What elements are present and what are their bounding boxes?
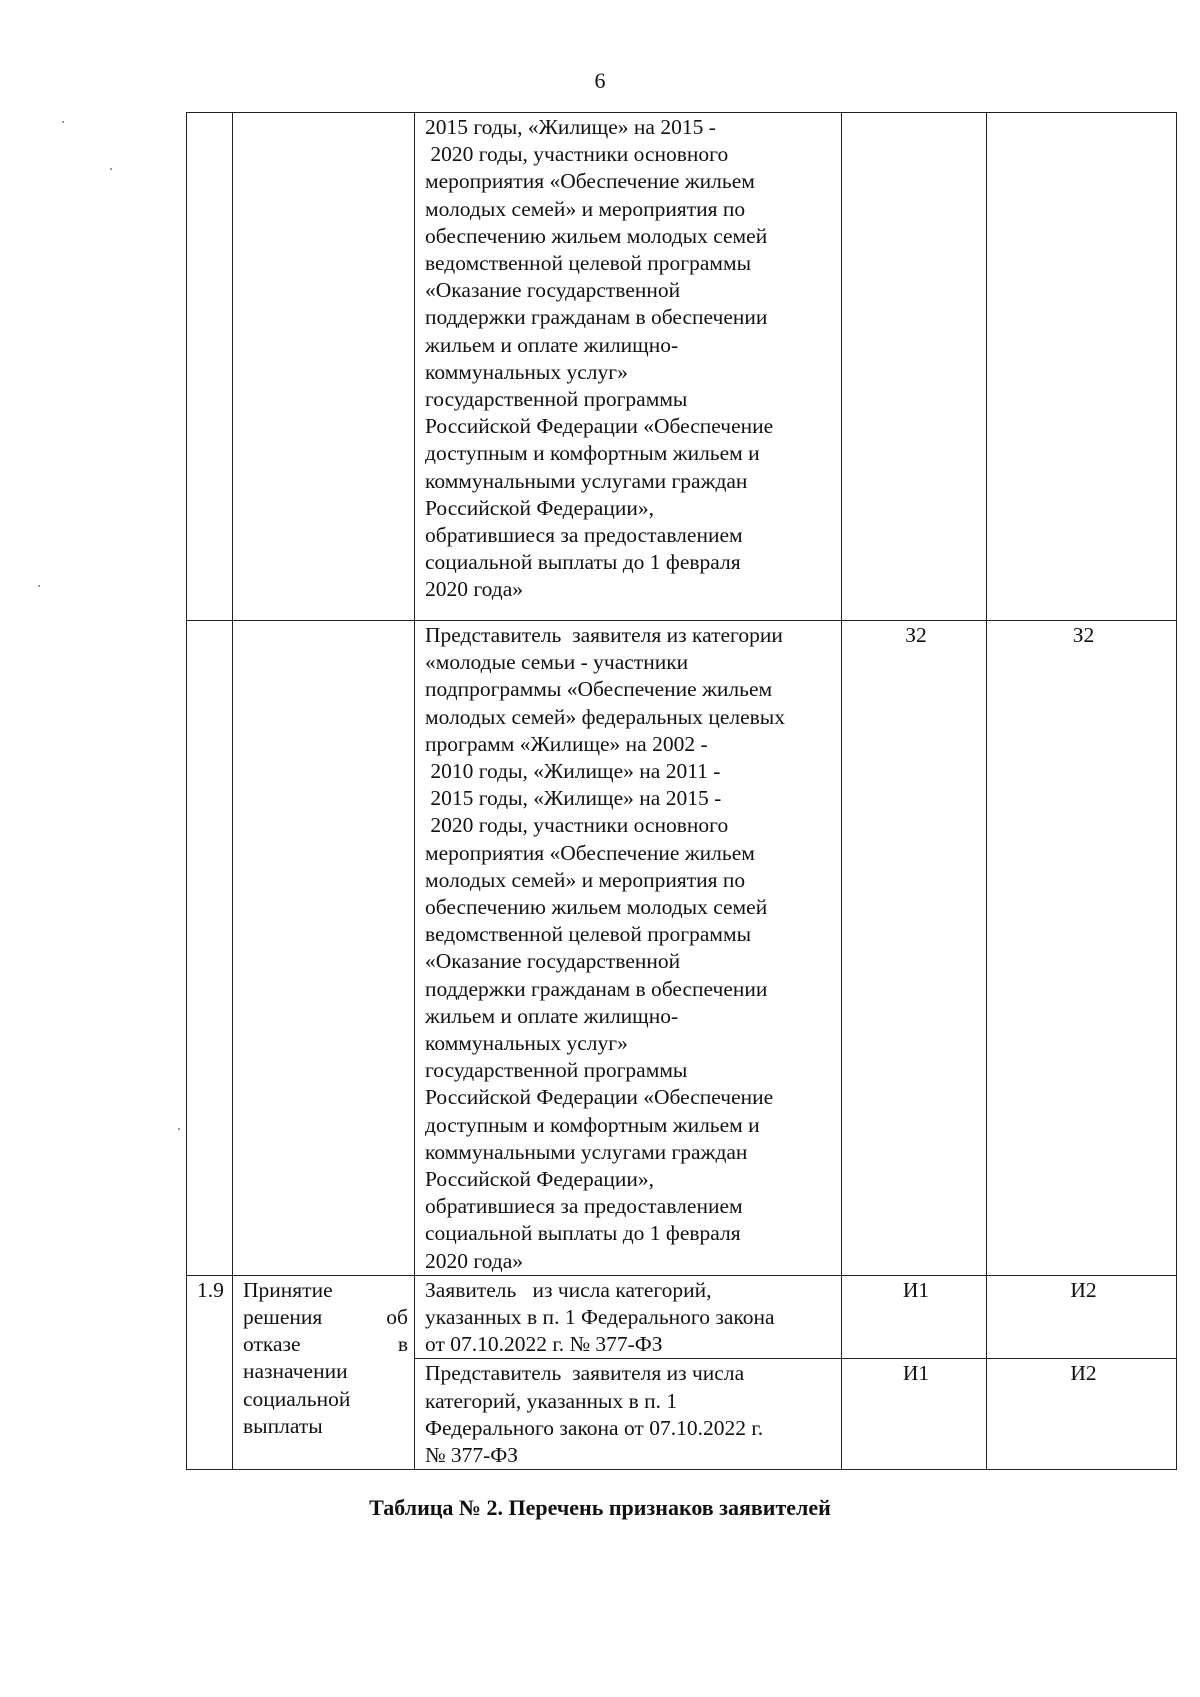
text-line: доступным и комфортным жильем и [425, 441, 760, 466]
text-line: социальной выплаты до 1 февраля [425, 1221, 741, 1246]
title-line [243, 1304, 408, 1331]
text-line: 2015 годы, «Жилище» на 2015 - [425, 786, 722, 811]
description-cell [415, 1275, 842, 1359]
title-line [243, 1413, 408, 1440]
text-line: обратившиеся за предоставлением [425, 523, 743, 548]
text-line: жильем и оплате жилищно- [425, 1003, 679, 1028]
text-line: Федерального закона от 07.10.2022 г. [425, 1415, 764, 1440]
text-line: Российской Федерации», [425, 495, 654, 520]
table-row-representative [187, 621, 1177, 1276]
text-line: коммунальных услуг» [425, 359, 628, 384]
title-line [243, 1277, 408, 1304]
text-line: молодых семей» и мероприятия по [425, 867, 746, 892]
scan-speck [110, 168, 112, 170]
text-line: обеспечению жильем молодых семей [425, 223, 768, 248]
code-cell-a [842, 113, 987, 621]
title-word: выплаты [243, 1413, 323, 1438]
row-number-cell [187, 113, 233, 621]
text-line: поддержки гражданам в обеспечении [425, 305, 768, 330]
text-line: обратившиеся за предоставлением [425, 1194, 743, 1219]
text-line: «Оказание государственной [425, 949, 681, 974]
text-line: коммунальными услугами граждан [425, 1139, 748, 1164]
scan-speck [62, 121, 64, 123]
text-line: Российской Федерации «Обеспечение [425, 414, 774, 439]
table-row-1-9-applicant [187, 1275, 1177, 1359]
text-line: Российской Федерации «Обеспечение [425, 1085, 774, 1110]
text-line: ведомственной целевой программы [425, 922, 752, 947]
text-line: «молодые семьи - участники [425, 650, 689, 675]
description-cell [415, 621, 842, 1276]
text-line: подпрограммы «Обеспечение жильем [425, 677, 773, 702]
text-line: указанных в п. 1 Федерального закона [425, 1305, 775, 1330]
title-line [243, 1331, 408, 1358]
code-cell-a: И1 [842, 1359, 987, 1470]
text-line: 2020 года» [425, 577, 524, 602]
title-word: в [397, 1332, 408, 1357]
text-line: коммунальных услуг» [425, 1031, 628, 1056]
text-line: Представитель заявителя из категории [425, 623, 783, 647]
text-line: коммунальными услугами граждан [425, 468, 748, 493]
row-number-cell [187, 621, 233, 1276]
code-cell-b: З2 [987, 621, 1177, 1276]
description-cell [415, 1359, 842, 1470]
table-row-continued [187, 113, 1177, 621]
text-line: жильем и оплате жилищно- [425, 332, 679, 357]
title-word: решения [243, 1305, 323, 1330]
code-cell-b: И2 [987, 1275, 1177, 1359]
text-line: 2020 годы, участники основного [425, 142, 729, 167]
text-line: категорий, указанных в п. 1 [425, 1388, 678, 1413]
text-line: программ «Жилище» на 2002 - [425, 731, 708, 756]
row-title-cell [233, 113, 415, 621]
row-title-cell [233, 621, 415, 1276]
text-line: молодых семей» и мероприятия по [425, 196, 746, 221]
scan-speck [38, 585, 40, 587]
text-line: доступным и комфортным жильем и [425, 1112, 760, 1137]
code-cell-a: И1 [842, 1275, 987, 1359]
text-line: 2020 года» [425, 1248, 524, 1273]
title-word: социальной [243, 1386, 351, 1411]
text-line: 2010 годы, «Жилище» на 2011 - [425, 759, 721, 784]
text-line: мероприятия «Обеспечение жильем [425, 169, 755, 194]
text-line: ведомственной целевой программы [425, 251, 752, 276]
code-cell-a: З2 [842, 621, 987, 1276]
text-line: поддержки гражданам в обеспечении [425, 976, 768, 1001]
title-word: Принятие [243, 1277, 333, 1302]
text-line: социальной выплаты до 1 февраля [425, 550, 741, 575]
text-line: Российской Федерации», [425, 1167, 654, 1192]
code-cell-b: И2 [987, 1359, 1177, 1470]
text-line: мероприятия «Обеспечение жильем [425, 840, 755, 865]
description-cell [415, 113, 842, 621]
title-word: об [386, 1305, 408, 1330]
text-line: молодых семей» федеральных целевых [425, 704, 785, 729]
page-number: 6 [594, 68, 606, 93]
code-cell-b [987, 113, 1177, 621]
text-line: обеспечению жильем молодых семей [425, 895, 768, 920]
text-line: «Оказание государственной [425, 278, 681, 303]
text-line: Заявитель из числа категорий, [425, 1277, 712, 1302]
row-title-cell [233, 1275, 415, 1469]
title-word: назначении [243, 1359, 348, 1384]
document-table [186, 112, 1177, 1470]
title-word: отказе [243, 1332, 301, 1357]
text-line: № 377-ФЗ [425, 1443, 519, 1468]
text-line: 2020 годы, участники основного [425, 813, 729, 838]
row-number-cell: 1.9 [187, 1275, 233, 1469]
table-caption: Таблица № 2. Перечень признаков заявителей [369, 1495, 831, 1520]
text-line: 2015 годы, «Жилище» на 2015 - [425, 115, 716, 139]
text-line: государственной программы [425, 1058, 688, 1083]
text-line: государственной программы [425, 387, 688, 412]
text-line: от 07.10.2022 г. № 377-ФЗ [425, 1332, 663, 1357]
scan-speck [178, 1128, 180, 1130]
title-line [243, 1386, 408, 1413]
text-line: Представитель заявителя из числа [425, 1361, 745, 1386]
title-line [243, 1358, 408, 1385]
